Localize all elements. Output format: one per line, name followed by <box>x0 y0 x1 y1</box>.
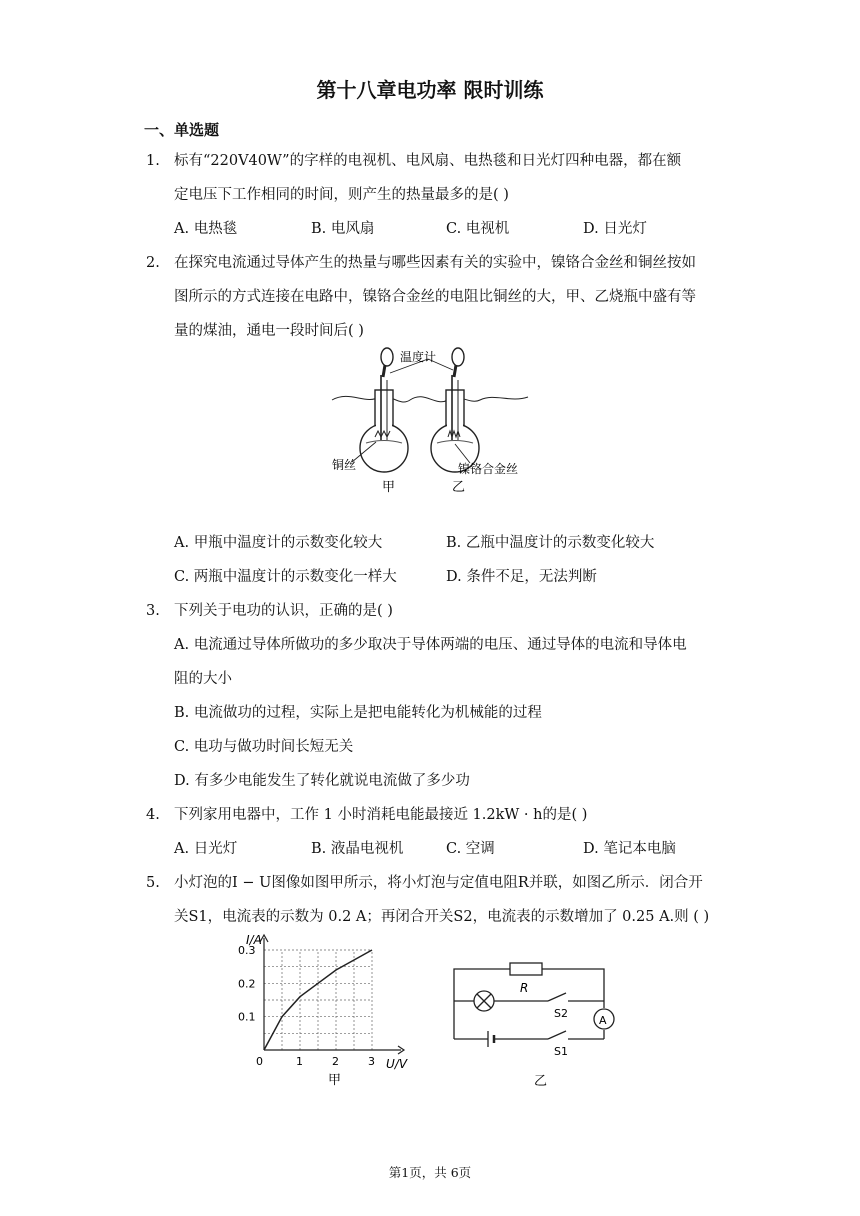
q3-option-c: C. 电功与做功时间长短无关 <box>174 739 354 755</box>
q2-line3: 量的煤油，通电一段时间后( ) <box>174 323 364 339</box>
q1-number: 1. <box>146 153 160 169</box>
q3-option-b: B. 电流做功的过程，实际上是把电能转化为机械能的过程 <box>174 705 542 721</box>
q3-option-d: D. 有多少电能发生了转化就说电流做了多少功 <box>174 773 470 789</box>
q5-line1: 小灯泡的I − U图像如图甲所示，将小灯泡与定值电阻R并联，如图乙所示．闭合开 <box>174 875 703 891</box>
q1-line1: 标有“220V40W”的字样的电视机、电风扇、电热毯和日光灯四种电器，都在额 <box>174 153 682 169</box>
q5-number: 5. <box>146 875 160 891</box>
flask-a-label: 甲 <box>382 480 396 495</box>
q3-line1: 下列关于电功的认识，正确的是( ) <box>174 603 393 619</box>
q2-option-c: C. 两瓶中温度计的示数变化一样大 <box>174 569 397 585</box>
flask-a <box>360 348 408 472</box>
q1-line2: 定电压下工作相同的时间，则产生的热量最多的是( ) <box>174 187 509 203</box>
resistor-label: R <box>520 981 529 995</box>
q2-option-b: B. 乙瓶中温度计的示数变化较大 <box>446 535 655 551</box>
switch-s2 <box>548 993 566 1001</box>
q3-option-a-cont: 阻的大小 <box>174 671 232 687</box>
flask-b-label: 乙 <box>452 480 466 495</box>
origin-label: 0 <box>256 1055 263 1068</box>
circuit-diagram <box>448 955 618 1090</box>
graph-grid <box>264 950 372 1050</box>
switch-s1-label: S1 <box>554 1045 568 1058</box>
q5-line2: 关S1，电流表的示数为 0.2 A；再闭合开关S2，电流表的示数增加了 0.25 A.则 ( ) <box>174 909 710 925</box>
q4-option-c: C. 空调 <box>446 841 495 857</box>
q3-number: 3. <box>146 603 160 619</box>
circuit-caption: 乙 <box>534 1074 548 1089</box>
ammeter-label: A <box>599 1014 607 1027</box>
x-axis-label: U/V <box>386 1057 408 1071</box>
flask-b <box>431 348 479 472</box>
q1-option-c: C. 电视机 <box>446 221 510 237</box>
resistor-r <box>510 963 542 975</box>
section-heading: 一、单选题 <box>144 121 220 139</box>
q4-option-b: B. 液晶电视机 <box>311 841 404 857</box>
q4-number: 4. <box>146 807 160 823</box>
q3-option-a: A. 电流通过导体所做功的多少取决于导体两端的电压、通过导体的电流和导体电 <box>174 637 687 653</box>
thermometer-label: 温度计 <box>400 350 437 364</box>
flask-experiment-figure <box>330 345 530 500</box>
q2-option-a: A. 甲瓶中温度计的示数变化较大 <box>174 535 383 551</box>
q2-line1: 在探究电流通过导体产生的热量与哪些因素有关的实验中，镍铬合金丝和铜丝按如 <box>174 255 696 271</box>
y-tick-label: 0.2 <box>238 977 256 991</box>
y-tick-label: 0.3 <box>238 944 256 957</box>
q4-option-a: A. 日光灯 <box>174 841 238 857</box>
x-tick-label: 3 <box>368 1055 375 1068</box>
switch-s1 <box>548 1031 566 1039</box>
x-tick-label: 2 <box>332 1055 339 1068</box>
switch-s2-label: S2 <box>554 1007 568 1020</box>
copper-wire-label: 铜丝 <box>332 458 357 472</box>
iu-graph <box>236 930 416 1090</box>
graph-caption: 甲 <box>328 1073 342 1088</box>
q1-option-d: D. 日光灯 <box>583 221 647 237</box>
q2-line2: 图所示的方式连接在电路中，镍铬合金丝的电阻比铜丝的大，甲、乙烧瓶中盛有等 <box>174 289 696 305</box>
x-tick-label: 1 <box>296 1055 303 1068</box>
nichrome-wire-label: 镍铬合金丝 <box>458 462 519 476</box>
q2-number: 2. <box>146 255 160 271</box>
q2-option-d: D. 条件不足，无法判断 <box>446 569 597 585</box>
page-title: 第十八章电功率 限时训练 <box>316 78 544 102</box>
q1-option-a: A. 电热毯 <box>174 221 238 237</box>
y-axis-label: I/A <box>246 933 262 947</box>
y-tick-label: 0.1 <box>238 1010 256 1024</box>
q1-option-b: B. 电风扇 <box>311 221 375 237</box>
q4-line1: 下列家用电器中，工作 1 小时消耗电能最接近 1.2kW · h的是( ) <box>174 807 588 823</box>
q4-option-d: D. 笔记本电脑 <box>583 841 676 857</box>
page-footer: 第1页，共 6页 <box>388 1165 472 1180</box>
